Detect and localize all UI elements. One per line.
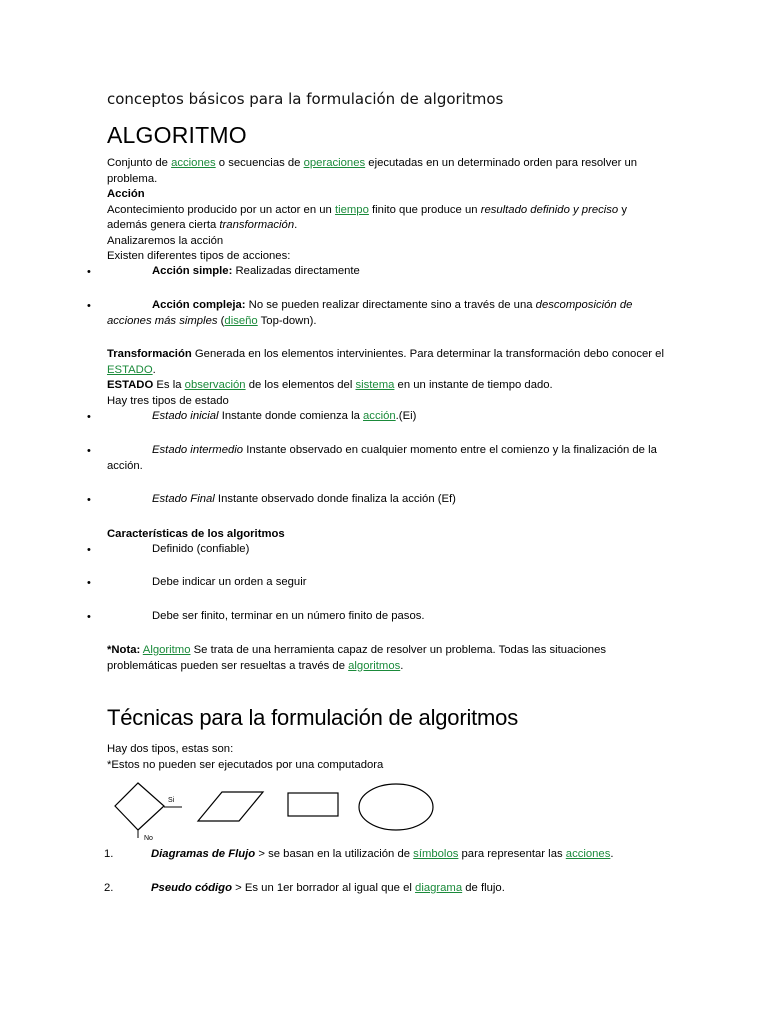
heading-algoritmo: ALGORITMO (107, 122, 247, 148)
estado-inicial-item (107, 409, 712, 425)
text: Estado intermedio (152, 444, 244, 456)
link-observacion[interactable]: observación (184, 379, 246, 391)
flowchart-symbols (112, 780, 442, 842)
text: Analizaremos la acción (107, 234, 224, 247)
ellipse-icon (359, 784, 433, 830)
text: Acontecimiento producido por un actor en un (107, 203, 335, 216)
link-algoritmo[interactable]: Algoritmo (142, 644, 191, 656)
bullet: • (87, 611, 91, 623)
text: Pseudo código (151, 882, 232, 894)
text: .(Ei) (395, 410, 417, 422)
text: Diagramas de Flujo (151, 848, 256, 860)
bullet: • (87, 266, 91, 278)
accion-section (107, 187, 667, 265)
caract-item-2: Debe indicar un orden a seguir (152, 576, 307, 588)
text: o secuencias de (215, 157, 304, 169)
link-accion[interactable]: acción (363, 410, 396, 422)
text: Instante donde comienza la (218, 410, 364, 422)
text: ( (217, 314, 225, 327)
text: de los elementos del (245, 379, 356, 391)
link-algoritmos[interactable]: algoritmos (348, 659, 401, 672)
list-item-pseudocodigo (151, 882, 505, 894)
heading-tecnicas: Técnicas para la formulación de algoritmos (107, 705, 519, 730)
estado-final-item (107, 492, 712, 508)
accion-heading: Acción (107, 188, 145, 200)
caracteristicas-heading (107, 527, 667, 543)
bullet: • (87, 577, 91, 589)
text: *Estos no pueden ser ejecutados por una computadora (107, 758, 384, 771)
link-estado[interactable]: ESTADO (107, 363, 153, 376)
text: Es la (153, 379, 185, 391)
list-number-2: 2. (104, 882, 114, 894)
link-sistema[interactable]: sistema (355, 379, 395, 391)
text: > se basan en la utilización de (255, 848, 414, 860)
link-acciones-2[interactable]: acciones (565, 848, 611, 860)
text: Hay dos tipos, estas son: (107, 743, 234, 755)
text: descomposición de acciones más simples (107, 299, 633, 327)
text: resultado definido y preciso (480, 203, 619, 216)
text: . (610, 848, 614, 860)
text: y además genera cierta (107, 203, 628, 231)
rectangle-icon (288, 793, 338, 816)
text: para representar las (458, 848, 566, 860)
text: . (152, 363, 156, 376)
link-diseno[interactable]: diseño (224, 314, 258, 327)
caract-item-1: Definido (confiable) (152, 543, 250, 555)
text: Acción simple: (152, 265, 233, 277)
estado-intermedio-item (107, 443, 667, 474)
text: *Nota: (107, 644, 141, 656)
bullet: • (87, 544, 91, 556)
text: Realizadas directamente (232, 265, 360, 277)
text: Estado Final (152, 493, 215, 505)
link-operaciones[interactable]: operaciones (303, 157, 366, 169)
definition-paragraph (107, 156, 667, 187)
document-title: conceptos básicos para la formulación de algoritmos (107, 90, 504, 108)
decision-diamond-icon (115, 783, 164, 830)
link-simbolos[interactable]: símbolos (413, 848, 459, 860)
text: Características de los algoritmos (107, 528, 285, 540)
caract-item-3: Debe ser finito, terminar en un número finito de pasos. (152, 610, 425, 622)
link-diagrama[interactable]: diagrama (415, 882, 463, 894)
accion-compleja-item (107, 298, 667, 329)
label-no: No (144, 835, 153, 842)
bullet: • (87, 300, 91, 312)
text: Hay tres tipos de estado (107, 394, 229, 407)
list-number-1: 1. (104, 848, 114, 860)
parallelogram-icon (198, 792, 263, 821)
bullet: • (87, 411, 91, 423)
text: Generada en los elementos intervinientes. Para determinar la transformación debo conocer el (191, 348, 664, 360)
text: Transformación (107, 348, 192, 360)
text: Instante observado en cualquier momento entre el comienzo y la finalización de la acción. (107, 444, 657, 472)
link-tiempo[interactable]: tiempo (334, 203, 369, 216)
bullet: • (87, 445, 91, 457)
text: > Es un 1er borrador al igual que el (231, 882, 416, 894)
text: de flujo. (462, 882, 505, 894)
bullet: • (87, 494, 91, 506)
text: finito que produce un (368, 203, 481, 216)
text: Existen diferentes tipos de acciones: (107, 250, 291, 262)
tipos-paragraph (107, 742, 667, 773)
link-acciones[interactable]: acciones (171, 157, 216, 169)
transformacion-paragraph (107, 347, 667, 409)
accion-simple-item (107, 264, 712, 280)
text: Conjunto de (107, 157, 172, 169)
nota-paragraph (107, 643, 667, 674)
label-si: Si (168, 797, 175, 804)
text: Instante observado donde finaliza la acción (Ef) (214, 493, 456, 505)
text: No se pueden realizar directamente sino a través de una (245, 299, 536, 311)
text: Estado inicial (152, 410, 219, 422)
list-item-diagramas (151, 848, 614, 860)
text: Acción compleja: (152, 299, 246, 311)
text: Top-down). (257, 314, 317, 327)
text: ESTADO (107, 379, 154, 391)
text: en un instante de tiempo dado. (394, 379, 553, 391)
text: ejecutadas en un determinado orden para resolver un problema. (107, 157, 638, 185)
text: transformación (219, 219, 295, 231)
text: . (400, 659, 404, 672)
text: Se trata de una herramienta capaz de resolver un problema. Todas las situaciones problemáticas pueden ser resueltas a través de (107, 644, 607, 672)
text: . (294, 219, 298, 231)
